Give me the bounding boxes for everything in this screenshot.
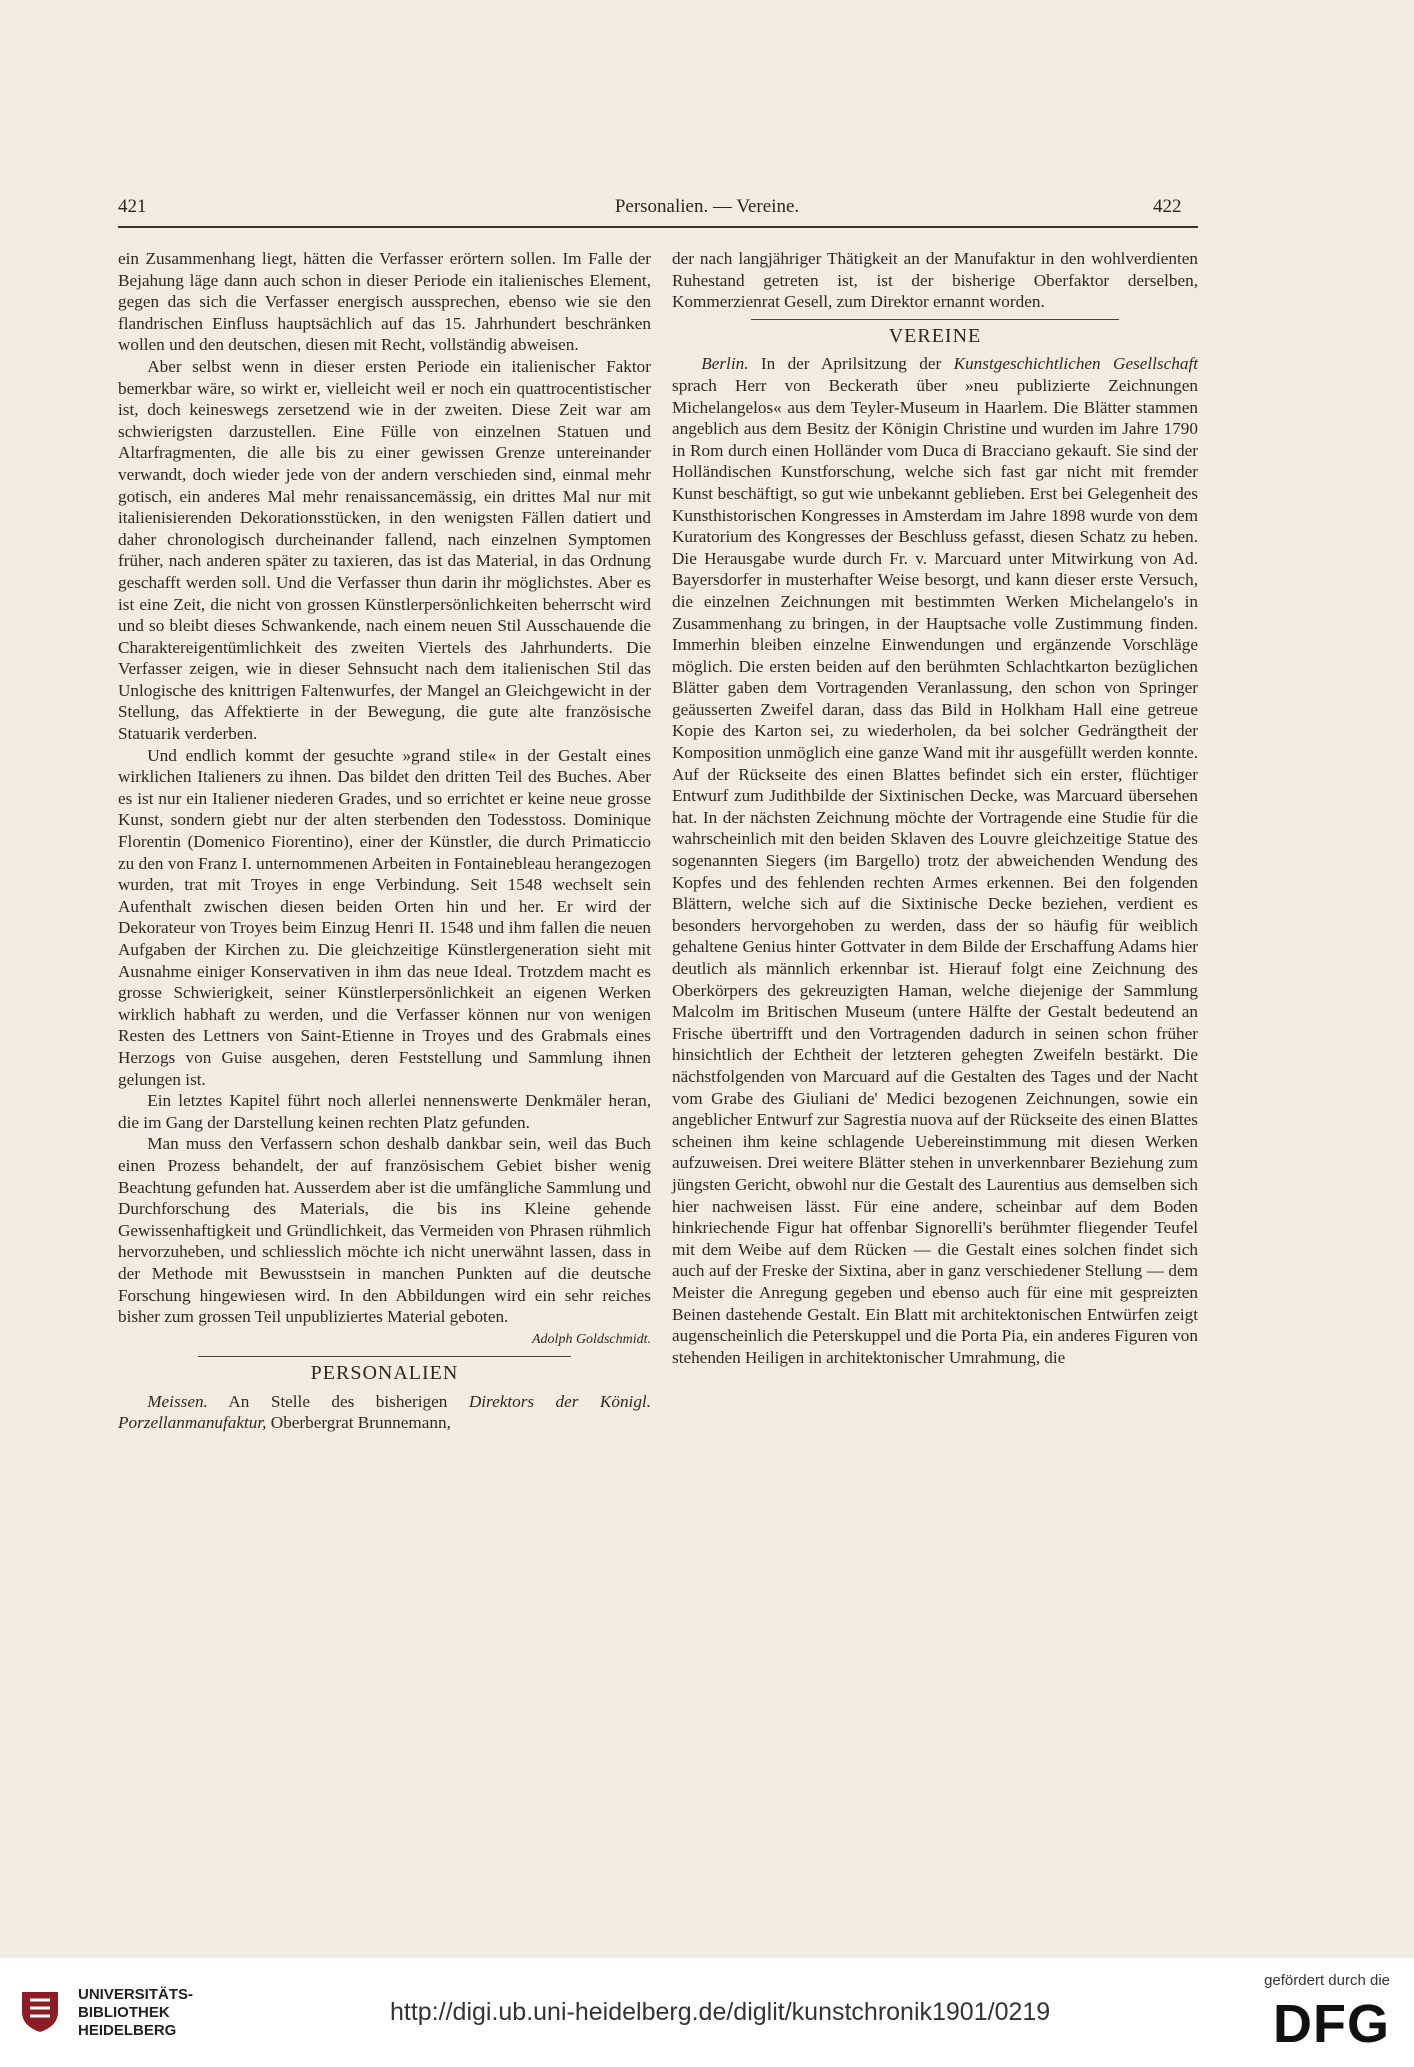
- page-number-right: 422: [1153, 196, 1182, 217]
- paragraph-vereine: [672, 353, 1198, 1368]
- library-name-line: BIBLIOTHEK: [78, 2004, 170, 2021]
- paragraph: Ein letztes Kapitel führt noch allerlei nennenswerte Denkmäler heran, die im Gang der Darstellung keinen rechten Platz gefunden.: [118, 1091, 651, 1132]
- section-divider: [198, 1356, 571, 1357]
- place-name: Berlin.: [701, 354, 749, 374]
- text-run: An Stelle des bisherigen: [207, 1391, 469, 1411]
- funding-note: gefördert durch die: [1264, 1972, 1390, 1989]
- left-column: [118, 248, 651, 1434]
- running-title: Personalien. — Vereine.: [614, 196, 800, 217]
- right-column: [672, 248, 1198, 1368]
- section-divider: [751, 319, 1119, 320]
- italic-text: Direktors der Königl. Porzellanmanufaktur,: [118, 1391, 651, 1433]
- text-run: Oberbergrat Brunnemann,: [266, 1413, 451, 1433]
- paragraph-personalien: [118, 1391, 651, 1434]
- footer-bar: [0, 1958, 1414, 2067]
- dfg-logo: DFG: [1273, 1994, 1390, 2054]
- author-signature: Adolph Goldschmidt.: [532, 1331, 651, 1347]
- paragraph: Man muss den Verfassern schon deshalb dankbar sein, weil das Buch einen Prozess behandelt, der auf französischem Gebiet bisher wenig Beachtung gefunden hat. Ausserdem aber ist die umfängliche Sammlung und Durchforschung des Materials, die bis ins Kleine gehende Gewissenhaftigkeit und Gründlichkeit, das Vermeiden von Phrasen rühmlich hervorzuheben, und schliesslich möchte ich nicht unerwähnt lassen, dass in der Methode mit Bewusstsein in manchen Punkten auf die deutsche Forschung hingewiesen wird. In den Abbildungen wird ein sehr reiches bisher zum grossen Teil unpubliziertes Material geboten.: [118, 1134, 651, 1327]
- paragraph: Aber selbst wenn in dieser ersten Periode ein italienischer Faktor bemerkbar wäre, so wirkt er, vielleicht weil er noch ein quattrocentistischer ist, doch keineswegs zersetzend wie in der zweiten. Diese Zeit war am schwierigsten darzustellen. Eine Fülle von einzelnen Statuen und Altarfragmenten, die alle bis zu einer gewissen Grenze untereinander verwandt, doch wieder jede von der andern verschieden sind, einmal mehr gotisch, ein anderes Mal mehr renaissancemässig, ein drittes Mal nur mit italienisierenden Dekorationsstücken, in den wenigsten Fällen datiert und daher chronologisch durcheinander fallend, nach einzelnen Symptomen früher, nach anderen später zu taxieren, das ist das Material, in das Ordnung geschafft werden soll. Und die Verfasser thun darin ihr möglichstes. Aber es ist eine Zeit, die nicht von grossen Künstlerpersönlichkeiten beherrscht wird und so bleibt dieses Schwankende, nach einem neuen Stil Ausschauende die Charaktereigentümlichkeit des zweiten Viertels des Jahrhunderts. Die Verfasser zeigen, wie in dieser Sehnsucht nach dem italienischen Stil das Unlogische des knittrigen Faltenwurfes, der Mangel an Gleichgewicht in der Stellung, das Affektierte in der Bewegung, die gute alte französische Statuarik verderben.: [118, 356, 651, 744]
- library-name-line: HEIDELBERG: [78, 2022, 177, 2039]
- section-title-personalien: PERSONALIEN: [310, 1362, 459, 1385]
- paragraph: ein Zusammenhang liegt, hätten die Verfasser erörtern sollen. Im Falle der Bejahung läge dann auch schon in dieser Periode ein italienisches Element, gegen das sich die Verfasser energisch aussprechen, ebenso wie sie den flandrischen Einfluss hauptsächlich auf das 15. Jahrhundert beschränken wollen und den deutschen, diesen mit Recht, vollständig abweisen.: [118, 249, 651, 355]
- place-name: Meissen.: [147, 1391, 208, 1411]
- italic-text: Kunstgeschichtlichen Gesellschaft: [953, 354, 1198, 374]
- paragraph: der nach langjähriger Thätigkeit an der Manufaktur in den wohlverdienten Ruhestand getreten ist, ist der bisherige Oberfaktor derselben, Kommerzienrat Gesell, zum Direktor ernannt worden.: [672, 249, 1198, 312]
- university-seal-icon: [18, 1986, 62, 2034]
- header-rule: [118, 226, 1198, 228]
- library-name-line: UNIVERSITÄTS-: [78, 1986, 194, 2003]
- section-title-vereine: VEREINE: [888, 324, 982, 347]
- text-run: sprach Herr von Beckerath über »neu publizierte Zeichnungen Michelangelos« aus dem Teyler-Museum in Haarlem. Die Blätter stammen angeblich aus dem Besitz der Königin Christine und wurden im Jahre 1790 in Rom durch einen Holländer vom Duca di Bracciano gekauft. Sie sind der Holländischen Kunstforschung, welche sich fast gar nicht mit fremder Kunst beschäftigt, so gut wie unbekannt geblieben. Erst bei Gelegenheit des Kunsthistorischen Kongresses in Amsterdam im Jahre 1898 wurde von dem Kuratorium des Kongresses der Beschluss gefasst, diesen Schatz zu heben. Die Herausgabe wurde durch Fr. v. Marcuard unter Mitwirkung von Ad. Bayersdorfer in musterhafter Weise besorgt, und kann dieser erste Versuch, die einzelnen Zeichnungen mit bestimmten Werken Michelangelo's in Zusammenhang zu bringen, in der Hauptsache volle Zustimmung finden. Immerhin bleiben einzelne Einwendungen und ergänzende Vorschläge möglich. Die ersten beiden auf den berühmten Schlachtkarton bezüglichen Blätter gaben dem Vortragenden Veranlassung, den schon von Springer geäusserten Zweifel daran, dass das Bild in Holkham Hall eine getreue Kopie des Karton sei, zu wiederholen, da bei solcher Gedrängtheit der Komposition unmöglich eine ganze Wand mit ihr ausgefüllt werden konnte. Auf der Rückseite des einen Blattes befindet sich ein erster, flüchtiger Entwurf zum Judithbilde der Sixtinischen Decke, was Marcuard übersehen hat. In der nächsten Zeichnung möchte der Vortragende eine Studie für die wahrscheinlich mit den beiden Sklaven des Louvre gleichzeitige Statue des sogenannten Siegers (im Bargello) trotz der abweichenden Wendung des Kopfes und des fehlenden rechten Armes erkennen. Bei den folgenden Blättern, welche sich auf die Sixtinische Decke beziehen, verdient es besonders hervorgehoben zu werden, dass der so häufig für weiblich gehaltene Genius hinter Gottvater in dem Bilde der Erschaffung Adams hier deutlich als männlich erkennbar ist. Hierauf folgt eine Zeichnung des Oberkörpers des gekreuzigten Haman, welche diejenige der Sammlung Malcolm im Britischen Museum (untere Hälfte der Gestalt bedeutend an Frische übertrifft und den Vortragenden dadurch in seinen schon früher hinsichtlich der Echtheit der letzteren gehegten Zweifeln bestärkt. Die nächstfolgenden von Marcuard auf die Gestalten des Tages und der Nacht vom Grabe des Giuliani de' Medici bezogenen Zeichnungen, sowie ein angeblicher Entwurf zur Sagrestia nuova auf der Rückseite des einen Blattes scheinen ihm keine schlagende Uebereinstimmung mit diesen Werken aufzuweisen. Drei weitere Blätter stehen in unverkennbarer Beziehung zum jüngsten Gericht, obwohl nur die Gestalt des Laurentius aus demselben sich hier nachweisen lässt. Für eine andere, scheinbar auf dem Boden hinkriechende Figur hat offenbar Signorelli's berühmter fliegender Teufel mit dem Weibe auf dem Rücken — die Gestalt eines solchen findet sich auch auf der Freske der Sixtina, aber in ganz verschiedener Stellung — dem Meister die Anregung gegeben und ebenso auch für eine mit gespreizten Beinen dastehende Gestalt. Ein Blatt mit architektonischen Entwürfen zeigt augenscheinlich die Peterskuppel und die Porta Pia, ein anderes Figuren von stehenden Heiligen in architektonischer Umrahmung, die: [672, 375, 1198, 1367]
- source-url-link[interactable]: http://digi.ub.uni-heidelberg.de/diglit/kunstchronik1901/0219: [390, 1998, 1051, 2026]
- text-run: In der Aprilsitzung der: [748, 354, 954, 374]
- page-number-left: 421: [118, 196, 147, 217]
- paragraph: Und endlich kommt der gesuchte »grand stile« in der Gestalt eines wirklichen Italieners zu ihnen. Das bildet den dritten Teil des Buches. Aber es ist nur ein Italiener niederen Grades, und so errichtet er keine neue grosse Kunst, sondern giebt nur der alten sterbenden den Todesstoss. Dominique Florentin (Domenico Fiorentino), einer der Künstler, die durch Primaticcio zu den von Franz I. unternommenen Arbeiten in Fontainebleau herangezogen wurden, trat mit Troyes in enge Verbindung. Seit 1548 wechselt sein Aufenthalt zwischen diesen beiden Orten hin und her. Er wird der Dekorateur von Troyes beim Einzug Henri II. 1548 und ihm fallen die neuen Aufgaben der Kirchen zu. Die gleichzeitige Künstlergeneration sieht mit Ausnahme einiger Konservativen in ihm das neue Ideal. Trotzdem macht es grosse Schwierigkeit, seiner Künstlerpersönlichkeit an eigenen Werken wirklich habhaft zu werden, und die Verfasser können nur von wenigen Resten des Lettners von Saint-Etienne in Troyes und des Grabmals eines Herzogs von Guise ausgehen, deren Feststellung und Sammlung ihnen gelungen ist.: [118, 745, 651, 1089]
